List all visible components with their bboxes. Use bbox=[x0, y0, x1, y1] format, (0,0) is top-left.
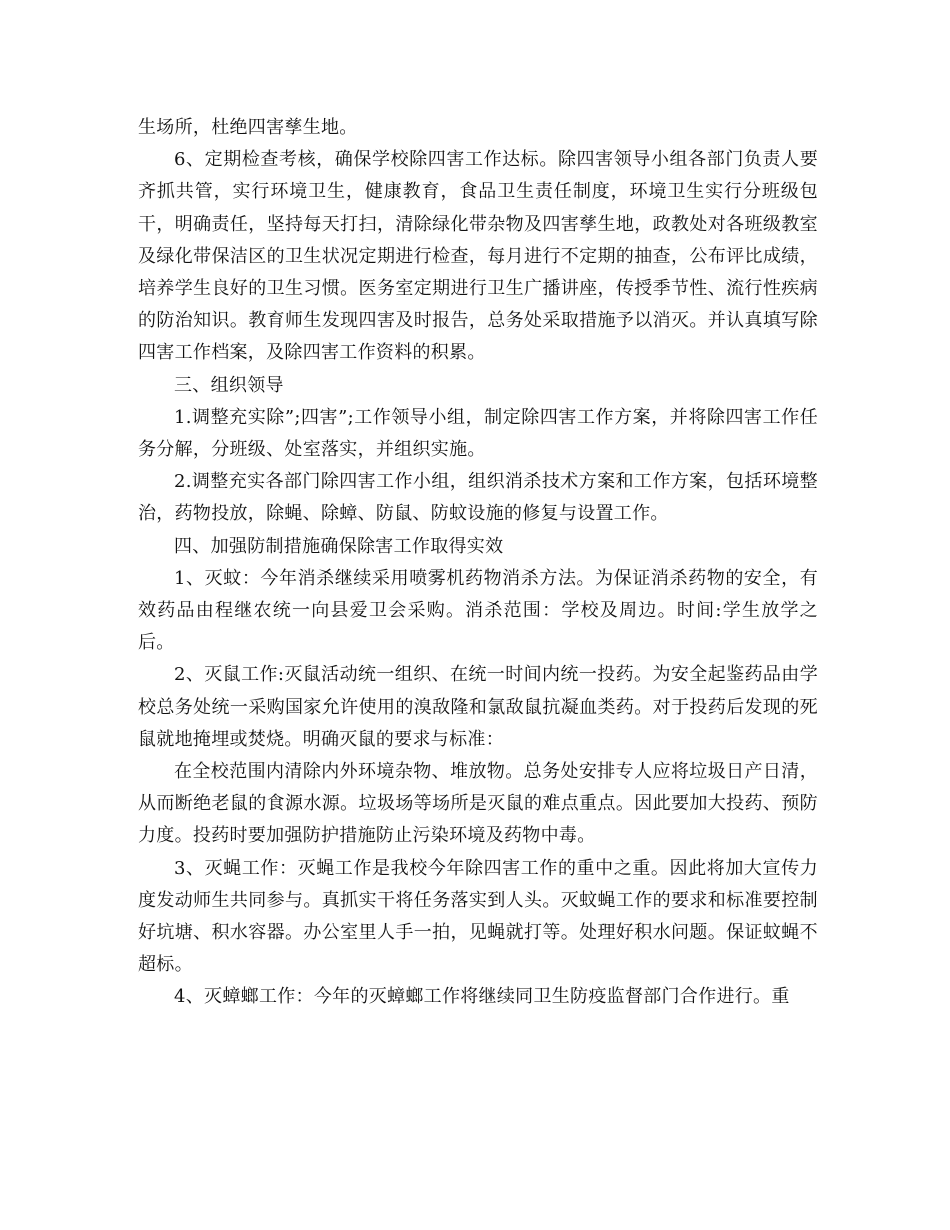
section-heading-organization: 三、组织领导 bbox=[174, 374, 284, 396]
document-body bbox=[138, 112, 818, 1014]
paragraph-fly: 3、灭蝇工作：灭蝇工作是我校今年除四害工作的重中之重。因此将加大宣传力度发动师生共同参与。真抓实干将任务落实到人头。灭蚊蝇工作的要求和标准要控制好坑塘、积水容器。办公室里人手一拍，见蝇就打等。处理好积水问题。保证蚊蝇不超标。 bbox=[138, 857, 818, 976]
paragraph-rodent: 2、灭鼠工作:灭鼠活动统一组织、在统一时间内统一投药。为安全起鉴药品由学校总务处统一采购国家允许使用的溴敌隆和氯敌鼠抗凝血类药。对于投药后发现的死鼠就地掩埋或焚烧。明确灭鼠的要求与标准： bbox=[138, 664, 818, 750]
paragraph-item-6: 6、定期检查考核，确保学校除四害工作达标。除四害领导小组各部门负责人要齐抓共管，实行环境卫生，健康教育，食品卫生责任制度，环境卫生实行分班级包干，明确责任，坚持每天打扫，清除绿化带杂物及四害孳生地，政教处对各班级教室及绿化带保洁区的卫生状况定期进行检查，每月进行不定期的抽查，公布评比成绩，培养学生良好的卫生习惯。医务室定期进行卫生广播讲座，传授季节性、流行性疾病的防治知识。教育师生发现四害及时报告，总务处采取措施予以消灭。并认真填写除四害工作档案，及除四害工作资料的积累。 bbox=[138, 149, 818, 364]
paragraph-org-item-1: 1.调整充实除”;四害”;工作领导小组，制定除四害工作方案，并将除四害工作任务分解，分班级、处室落实，并组织实施。 bbox=[138, 406, 818, 461]
section-heading-measures: 四、加强防制措施确保除害工作取得实效 bbox=[174, 535, 504, 557]
paragraph-continuation: 生场所，杜绝四害孳生地。 bbox=[138, 117, 358, 138]
paragraph-rodent-detail: 在全校范围内清除内外环境杂物、堆放物。总务处安排专人应将垃圾日产日清，从而断绝老鼠的食源水源。垃圾场等场所是灭鼠的难点重点。因此要加大投药、预防力度。投药时要加强防护措施防止污染环境及药物中毒。 bbox=[138, 761, 818, 847]
paragraph-mosquito: 1、灭蚊：今年消杀继续采用喷雾机药物消杀方法。为保证消杀药物的安全，有效药品由程继农统一向县爱卫会采购。消杀范围：学校及周边。时间:学生放学之后。 bbox=[138, 567, 818, 654]
paragraph-cockroach: 4、灭蟑螂工作：今年的灭蟑螂工作将继续同卫生防疫监督部门合作进行。重 bbox=[174, 986, 790, 1008]
paragraph-org-item-2: 2.调整充实各部门除四害工作小组，组织消杀技术方案和工作方案，包括环境整治，药物投放，除蝇、除蟑、防鼠、防蚊设施的修复与设置工作。 bbox=[138, 471, 818, 525]
